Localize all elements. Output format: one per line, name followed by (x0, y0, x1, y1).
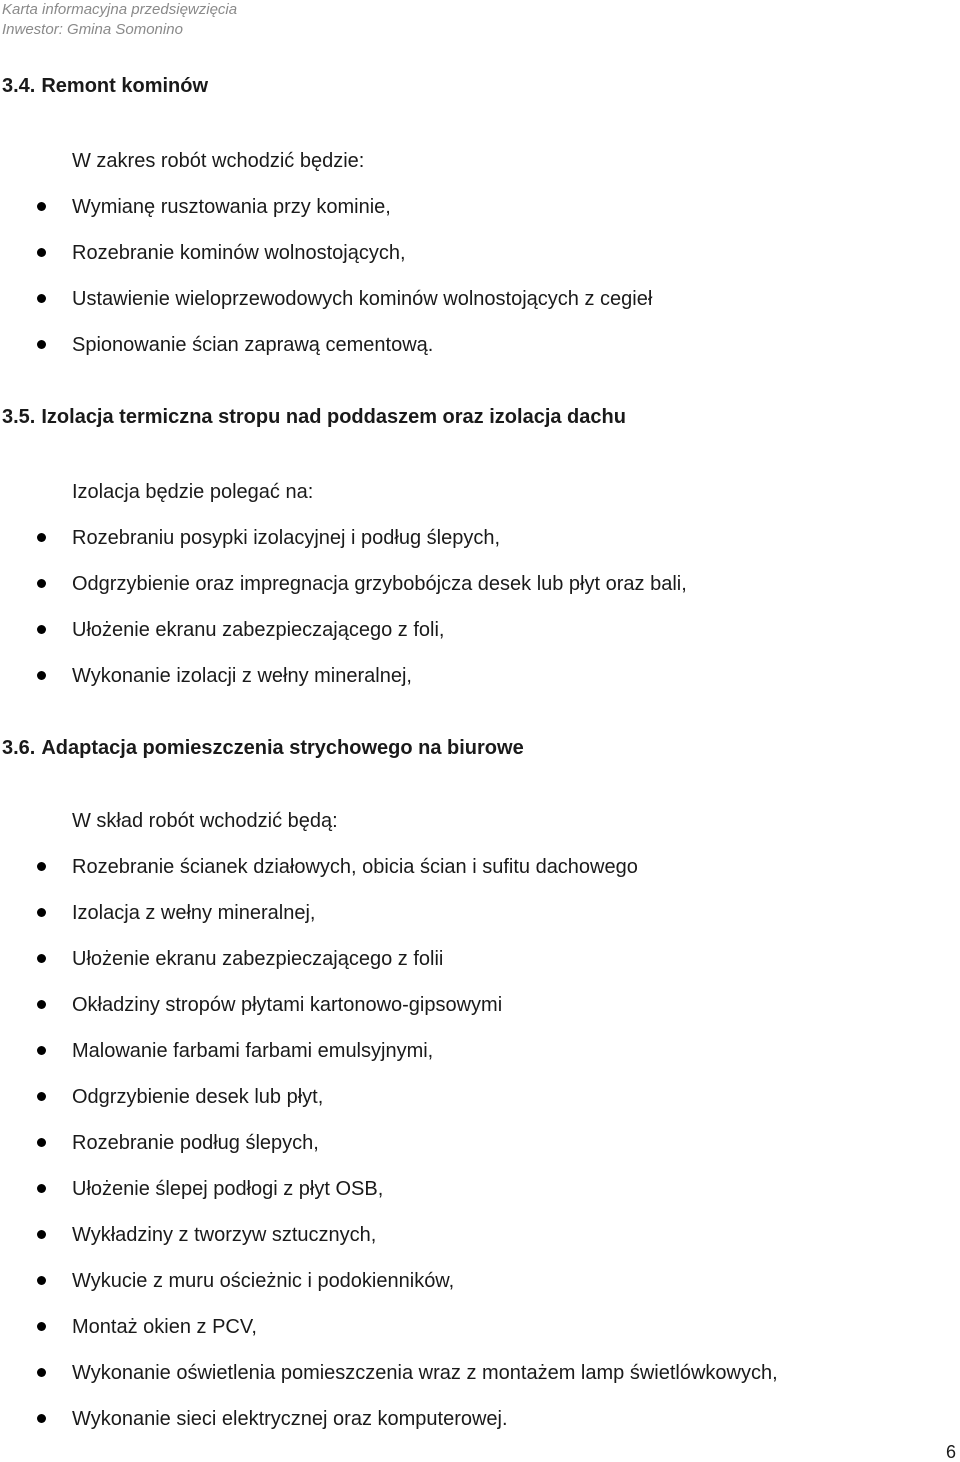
section-number: 3.6. (2, 737, 36, 759)
header-investor: Inwestor: Gmina Somonino (2, 21, 183, 38)
list-item-text: Rozebranie kominów wolnostojących, (72, 242, 406, 264)
bullet-icon (37, 1184, 46, 1193)
bullet-icon (37, 1230, 46, 1239)
list-item-text: Wykonanie sieci elektrycznej oraz komputerowej. (72, 1408, 508, 1430)
page-header (2, 0, 237, 40)
section-intro: W skład robót wchodzić będą: (72, 810, 338, 832)
bullet-icon (37, 625, 46, 634)
list-item-text: Ułożenie ekranu zabezpieczającego z foli, (72, 619, 445, 641)
list-item-text: Rozebraniu posypki izolacyjnej i podług ślepych, (72, 527, 501, 549)
bullet-icon (37, 294, 46, 303)
bullet-icon (37, 1138, 46, 1147)
section-title (2, 404, 626, 430)
bullet-icon (37, 1046, 46, 1055)
list-item-text: Montaż okien z PCV, (72, 1316, 257, 1338)
bullet-icon (37, 908, 46, 917)
bullet-icon (37, 862, 46, 871)
section-heading: Remont kominów (41, 75, 209, 97)
header-title: Karta informacyjna przedsięwzięcia (2, 1, 238, 18)
bullet-icon (37, 1322, 46, 1331)
bullet-icon (37, 671, 46, 680)
bullet-icon (37, 1276, 46, 1285)
bullet-icon (37, 1000, 46, 1009)
bullet-icon (37, 1092, 46, 1101)
section-number: 3.4. (2, 75, 36, 97)
list-item-text: Wykładziny z tworzyw sztucznych, (72, 1224, 377, 1246)
section-number: 3.5. (2, 406, 36, 428)
section-title (2, 73, 208, 99)
list-item-text: Ułożenie ślepej podłogi z płyt OSB, (72, 1178, 384, 1200)
bullet-icon (37, 1368, 46, 1377)
list-item-text: Rozebranie ścianek działowych, obicia ścian i sufitu dachowego (72, 856, 638, 878)
list-item-text: Ustawienie wieloprzewodowych kominów wolnostojących z cegieł (72, 288, 653, 310)
section-heading: Adaptacja pomieszczenia strychowego na biurowe (41, 737, 524, 759)
list-item-text: Wymianę rusztowania przy kominie, (72, 196, 391, 218)
section-intro: Izolacja będzie polegać na: (72, 481, 314, 503)
bullet-icon (37, 1414, 46, 1423)
section-heading: Izolacja termiczna stropu nad poddaszem oraz izolacja dachu (41, 406, 626, 428)
list-item-text: Wykucie z muru ościeżnic i podokienników, (72, 1270, 455, 1292)
bullet-icon (37, 248, 46, 257)
page-number: 6 (945, 1442, 956, 1462)
bullet-icon (37, 954, 46, 963)
section-title (2, 735, 524, 761)
list-item-text: Rozebranie podług ślepych, (72, 1132, 319, 1154)
list-item-text: Odgrzybienie desek lub płyt, (72, 1086, 324, 1108)
bullet-icon (37, 340, 46, 349)
list-item-text: Okładziny stropów płytami kartonowo-gipsowymi (72, 994, 503, 1016)
list-item-text: Malowanie farbami farbami emulsyjnymi, (72, 1040, 434, 1062)
list-item-text: Wykonanie oświetlenia pomieszczenia wraz z montażem lamp świetlówkowych, (72, 1362, 778, 1384)
list-item-text: Wykonanie izolacji z wełny mineralnej, (72, 665, 412, 687)
section-intro: W zakres robót wchodzić będzie: (72, 150, 365, 172)
list-item-text: Odgrzybienie oraz impregnacja grzybobójcza desek lub płyt oraz bali, (72, 573, 687, 595)
list-item-text: Spionowanie ścian zaprawą cementową. (72, 334, 434, 356)
bullet-icon (37, 579, 46, 588)
list-item-text: Izolacja z wełny mineralnej, (72, 902, 316, 924)
bullet-icon (37, 533, 46, 542)
bullet-icon (37, 202, 46, 211)
list-item-text: Ułożenie ekranu zabezpieczającego z folii (72, 948, 444, 970)
